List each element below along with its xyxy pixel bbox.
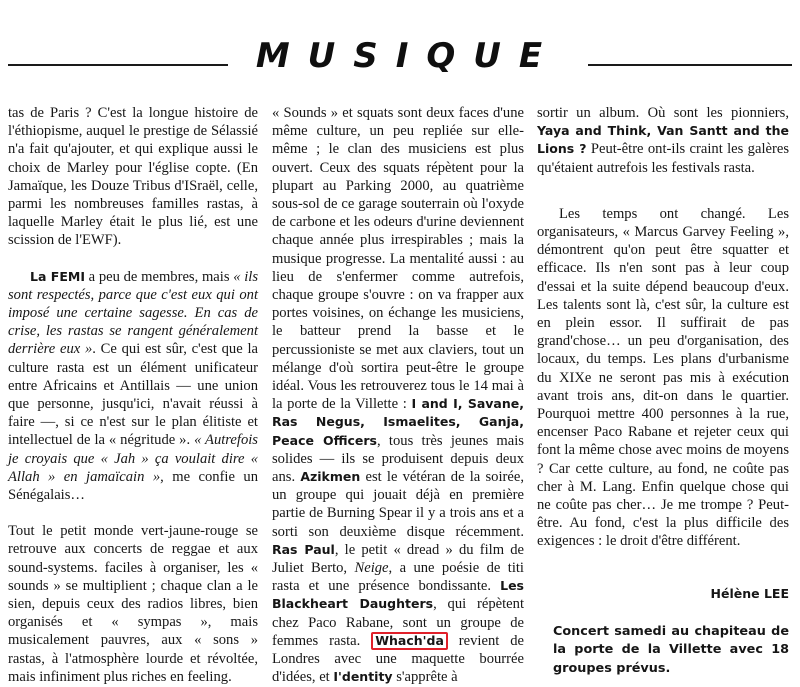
band-identity: I'dentity — [333, 669, 393, 685]
femi-quote: « ils sont respectés, parce que c'est eux qui ont imposé une certaine sagesse. En cas de crise, les rastas se rangent généralement derrière eux » — [8, 268, 259, 358]
col2-text: s'apprête à — [392, 669, 458, 686]
col2-text: , tous très jeunes mais solides — ils se produisent depuis deux ans. — [272, 432, 524, 486]
column-2 — [272, 104, 524, 687]
col2-text: revient de Londres avec une maquette bourrée d'idées, et — [272, 632, 524, 686]
femi-name: La FEMI — [30, 268, 85, 284]
col1-text: . Ce qui est sûr, c'est que la culture rasta est un élément unificateur entre Africains et Antillais — une union que personne, jusqu'ici, n'avait réussi à faire —, si ce n'est sur le plan élitiste et intellectuel de la « négritude ». — [8, 341, 258, 449]
col2-paragraph-1 — [272, 104, 524, 687]
senegalese-quote: « Autrefois je croyais que « Jah » ça voulait dire « Allah » en jamaïcain » — [8, 432, 258, 485]
col2-text: « Sounds » et squats sont deux faces d'une même culture, un peu repliée sur elle-même ; le clan des musiciens est plus ouvert. Ceux des squats répètent pour la plupart au Parking 2000, au quatrième sous-sol de ce garage souterrain où l'oxyde de carbone et les odeurs d'urine deviennent chaque année plus irrespirables ; mais la musique progresse. La mentalité aussi : au lieu de s'enfermer comme autrefois, chaque groupe s'ouvre : on va frapper aux portes voisines, on échange les musiciens, le batteur prend la basse et le percussioniste se met aux claviers, tout un mélange d'où sortira peut-être le groupe idéal. Vous les retrouverez tous le 14 mai à la porte de la Villette : — [272, 105, 524, 413]
col2-text: , le petit « dread » du film de Juliet Berto, — [272, 541, 525, 577]
col2-text: , a une poésie de titi rasta et une présence bondissante. — [272, 560, 524, 595]
col3-paragraph-1 — [537, 104, 789, 177]
col3-text: sortir un album. Où sont les pionniers, — [537, 105, 789, 121]
col1-text: a peu de membres, mais — [84, 268, 234, 285]
author-signature: Hélène LEE — [710, 585, 789, 601]
film-title: Neige — [354, 560, 389, 577]
header-rule-right — [588, 64, 792, 66]
column-3 — [537, 104, 789, 678]
band-blackheart: Les Blackheart Daughters — [272, 578, 524, 612]
column-1 — [8, 104, 258, 686]
header-rule-left — [8, 64, 228, 66]
col1-paragraph-2 — [8, 268, 258, 505]
col1-text: , me confie un Sénégalais… — [8, 468, 259, 504]
band-whachda-highlight[interactable]: Whach'da — [371, 632, 448, 650]
col3-paragraph-2: Les temps ont changé. Les organisateurs, « Marcus Garvey Feeling », démontrent qu'on peut être squatter et efficace. Ils n'en sont pas à leur coup d'essai et la suite dépend beaucoup d'eux. Les talents sont là, c'est sûr, la culture est en plein essor. Il suffirait de pas grand'chose… un peu d'organisation, des locaux, du temps. Les plans d'urbanisme du XIXe ne seront pas mis à exécution avant trois ans, dit-on dans le quartier. Pourquoi mettre 400 personnes à la rue, encenser Paco Rabane et rejeter ceux qui font la même chose avec moins de moyens ? Car cette culture, au fond, ne coûte pas cher à M. Lang. Enfin quelque chose qui ne coûte pas cher… Je me trompe ? Peut-être. Au fond, c'est la plus difficile des exigences : le droit d'être différent. — [537, 205, 789, 550]
band-list: I and I, Savane, Ras Negus, Ismaelites, Ganja, Peace Officers — [272, 396, 524, 448]
band-azikmen: Azikmen — [300, 469, 361, 485]
col1-paragraph-1: tas de Paris ? C'est la longue histoire de l'éthiopisme, auquel le prestige de Sélassié n'a fait qu'ajouter, et qui explique aussi le choix de Marley pour l'église copte. (En Jamaïque, les Douze Tribus d'ISraël, celle, parmi les nombreuses familles rastas, à laquelle Marley était le plus lié, est une scission de l'EWF). — [8, 105, 258, 249]
col3-text: Peut-être ont-ils craint les galères qu'étaient autrefois les festivals rasta. — [537, 141, 790, 176]
pioneer-bands: Yaya and Think, Van Santt and the Lions ? — [537, 123, 789, 157]
section-title: MUSIQUE — [255, 36, 561, 76]
col1-paragraph-3: Tout le petit monde vert-jaune-rouge se retrouve aux concerts de reggae et aux sound-systems. faciles à organiser, les « sounds » se multiplient ; chaque clan a le sien, depuis ceux des radios libres, bien organisés et « sympas », mais musicalement pauvres, aux « sons » rastas, à l'atmosphère lourde et révoltée, mais infiniment plus riches en feeling. — [8, 523, 258, 685]
col2-text: , qui répètent chez Paco Rabane, sont un groupe de femmes rasta. — [272, 596, 524, 649]
band-ras-paul: Ras Paul — [272, 541, 335, 557]
concert-note: Concert samedi au chapiteau de la porte de la Villette avec 18 groupes prévus. — [553, 623, 789, 676]
section-header — [230, 36, 586, 86]
col2-text: est le vétéran de la soirée, un groupe qui jouait déjà en première partie de Burning Spear il y a trois ans et a sorti son deuxième disque récemment. — [272, 469, 524, 540]
